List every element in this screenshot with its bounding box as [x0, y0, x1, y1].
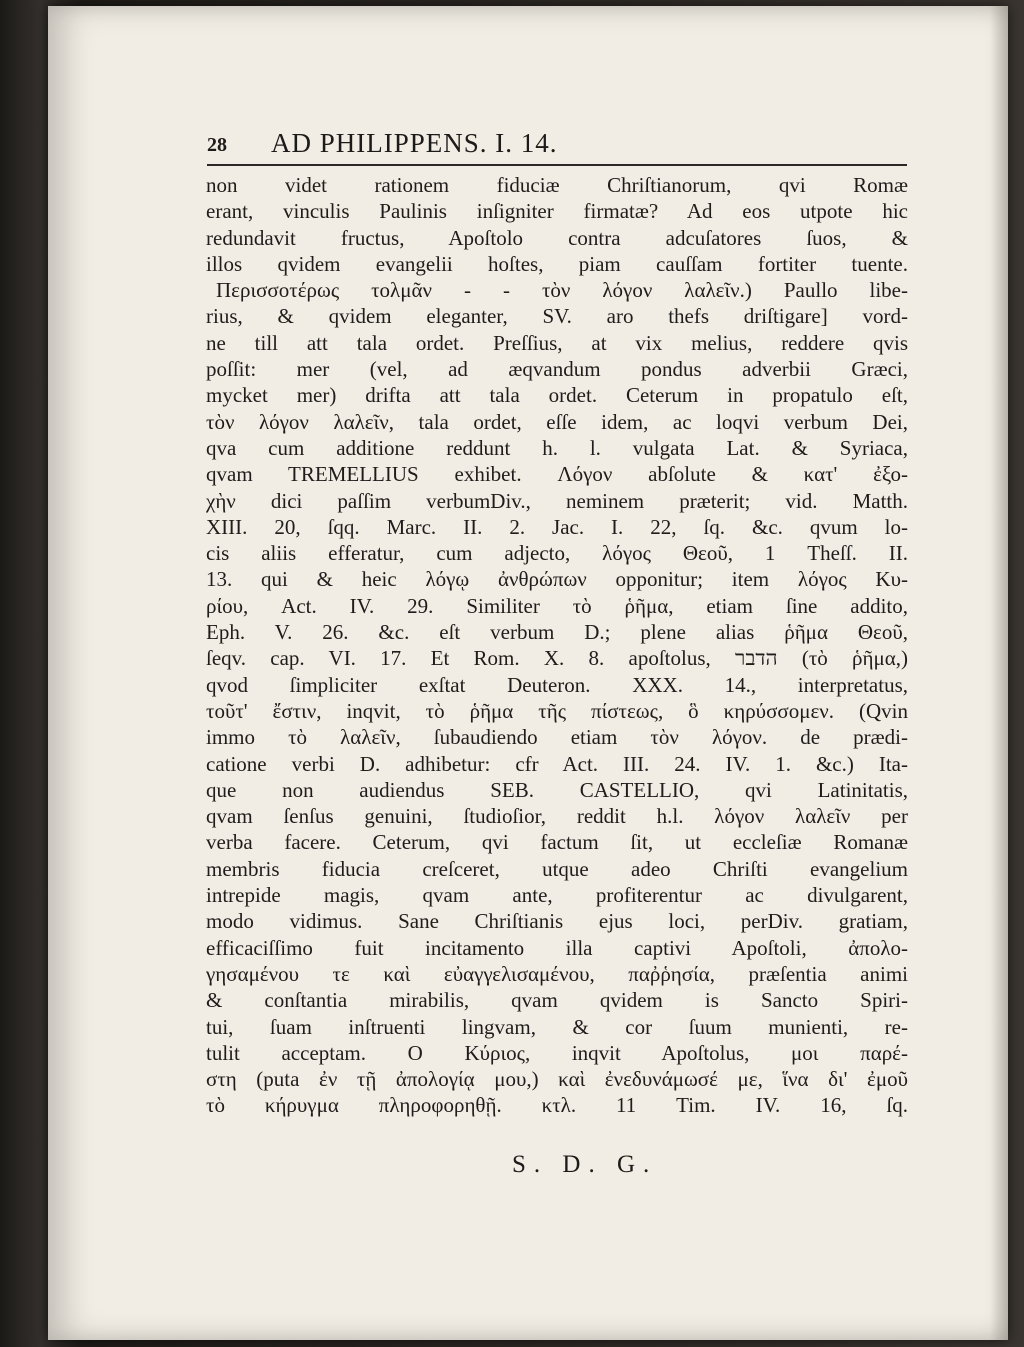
text-line: erant, vinculis Paulinis inſigniter firmatæ? Ad eos utpote hic — [206, 199, 908, 224]
header-rule — [207, 164, 907, 166]
text-line: ſeqv. cap. VI. 17. Et Rom. X. 8. apoſtolus, הדבר (τὸ ῥῆμα,) — [206, 646, 908, 671]
page-number: 28 — [207, 134, 227, 156]
text-line: poſſit: mer (vel, ad æqvandum pondus adverbii Græci, — [206, 357, 908, 382]
closing-signature: S. D. G. — [512, 1151, 658, 1178]
text-line: membris fiducia creſceret, utque adeo Chriſti evangelium — [206, 856, 908, 881]
text-line: qvam ſenſus genuini, ſtudioſior, reddit h.l. λόγον λαλεῖν per — [206, 804, 908, 829]
text-line: qvod ſimpliciter exſtat Deuteron. XXX. 14., interpretatus, — [206, 672, 908, 697]
page-edge-shadow — [990, 6, 1008, 1340]
text-line: XIII. 20, ſqq. Marc. II. 2. Jac. I. 22, ſq. &c. qvum lo- — [206, 514, 908, 539]
running-head: AD PHILIPPENS. I. 14. — [271, 128, 558, 158]
text-line: illos qvidem evangelii hoſtes, piam cauſſam fortiter tuente. — [206, 251, 908, 276]
text-line: redundavit fructus, Apoſtolo contra adcuſatores ſuos, & — [206, 225, 908, 250]
text-line: τοῦτ' ἔστιν, inqvit, τὸ ῥῆμα τῆς πίστεως, ὃ κηρύσσομεν. (Qvin — [206, 698, 908, 723]
text-line: intrepide magis, qvam ante, profiterentur ac divulgarent, — [206, 883, 908, 908]
text-line: modo vidimus. Sane Chriſtianis ejus loci, perDiv. gratiam, — [206, 909, 908, 934]
text-line: tui, ſuam inſtruenti lingvam, & cor ſuum munienti, re- — [206, 1014, 908, 1039]
text-line: rius, & qvidem eleganter, SV. aro thefs driſtigare] vord- — [206, 304, 908, 329]
text-line: qva cum additione reddunt h. l. vulgata Lat. & Syriaca, — [206, 435, 908, 460]
text-line: 13. qui & heic λόγῳ ἀνθρώπων opponitur; item λόγος Κυ- — [206, 567, 908, 592]
text-line: tulit acceptam. O Κύριος, inqvit Apoſtolus, μοι παρέ- — [206, 1040, 908, 1065]
text-line: Eph. V. 26. &c. eſt verbum D.; plene alias ῥῆμα Θεοῦ, — [206, 620, 908, 645]
text-line: γησαμένου τε καὶ εὐαγγελισαμένου, παῤῥησία, præſentia animi — [206, 961, 908, 986]
text-line: cis aliis efferatur, cum adjecto, λόγος Θεοῦ, 1 Theſſ. II. — [206, 541, 908, 566]
body-text — [206, 172, 908, 1119]
page-header — [207, 128, 907, 168]
text-line: Περισσοτέρως τολμᾶν - - τὸν λόγον λαλεῖν.) Paullo libe- — [216, 278, 908, 303]
text-line: χὴν dici paſſim verbumDiv., neminem præterit; vid. Matth. — [206, 488, 908, 513]
text-line: τὸ κήρυγμα πληροφορηθῇ. κτλ. 11 Tim. IV. 16, ſq. — [206, 1093, 908, 1118]
text-line: que non audiendus SEB. CASTELLIO, qvi Latinitatis, — [206, 777, 908, 802]
text-line: immo τὸ λαλεῖν, ſubaudiendo etiam τὸν λόγον. de prædi- — [206, 725, 908, 750]
text-line: qvam TREMELLIUS exhibet. Λόγον abſolute & κατ' ἐξο- — [206, 462, 908, 487]
text-line: catione verbi D. adhibetur: cfr Act. III. 24. IV. 1. &c.) Ita- — [206, 751, 908, 776]
text-line: ρίου, Act. IV. 29. Similiter τὸ ῥῆμα, etiam ſine addito, — [206, 593, 908, 618]
text-line: στη (puta ἐν τῇ ἀπολογίᾳ μου,) καὶ ἐνεδυνάμωσέ με, ἵνα δι' ἐμοῦ — [206, 1067, 908, 1092]
text-line: & conſtantia mirabilis, qvam qvidem is Sancto Spiri- — [206, 988, 908, 1013]
text-line: mycket mer) drifta att tala ordet. Ceterum in propatulo eſt, — [206, 383, 908, 408]
text-line: τὸν λόγον λαλεῖν, tala ordet, eſſe idem, ac loqvi verbum Dei, — [206, 409, 908, 434]
text-line: ne till att tala ordet. Preſſius, at vix melius, reddere qvis — [206, 330, 908, 355]
text-line: efficaciſſimo fuit incitamento illa captivi Apoſtoli, ἀπολο- — [206, 935, 908, 960]
text-line: non videt rationem fiduciæ Chriſtianorum, qvi Romæ — [206, 173, 908, 197]
text-line: verba facere. Ceterum, qvi factum ſit, ut eccleſiæ Romanæ — [206, 830, 908, 855]
